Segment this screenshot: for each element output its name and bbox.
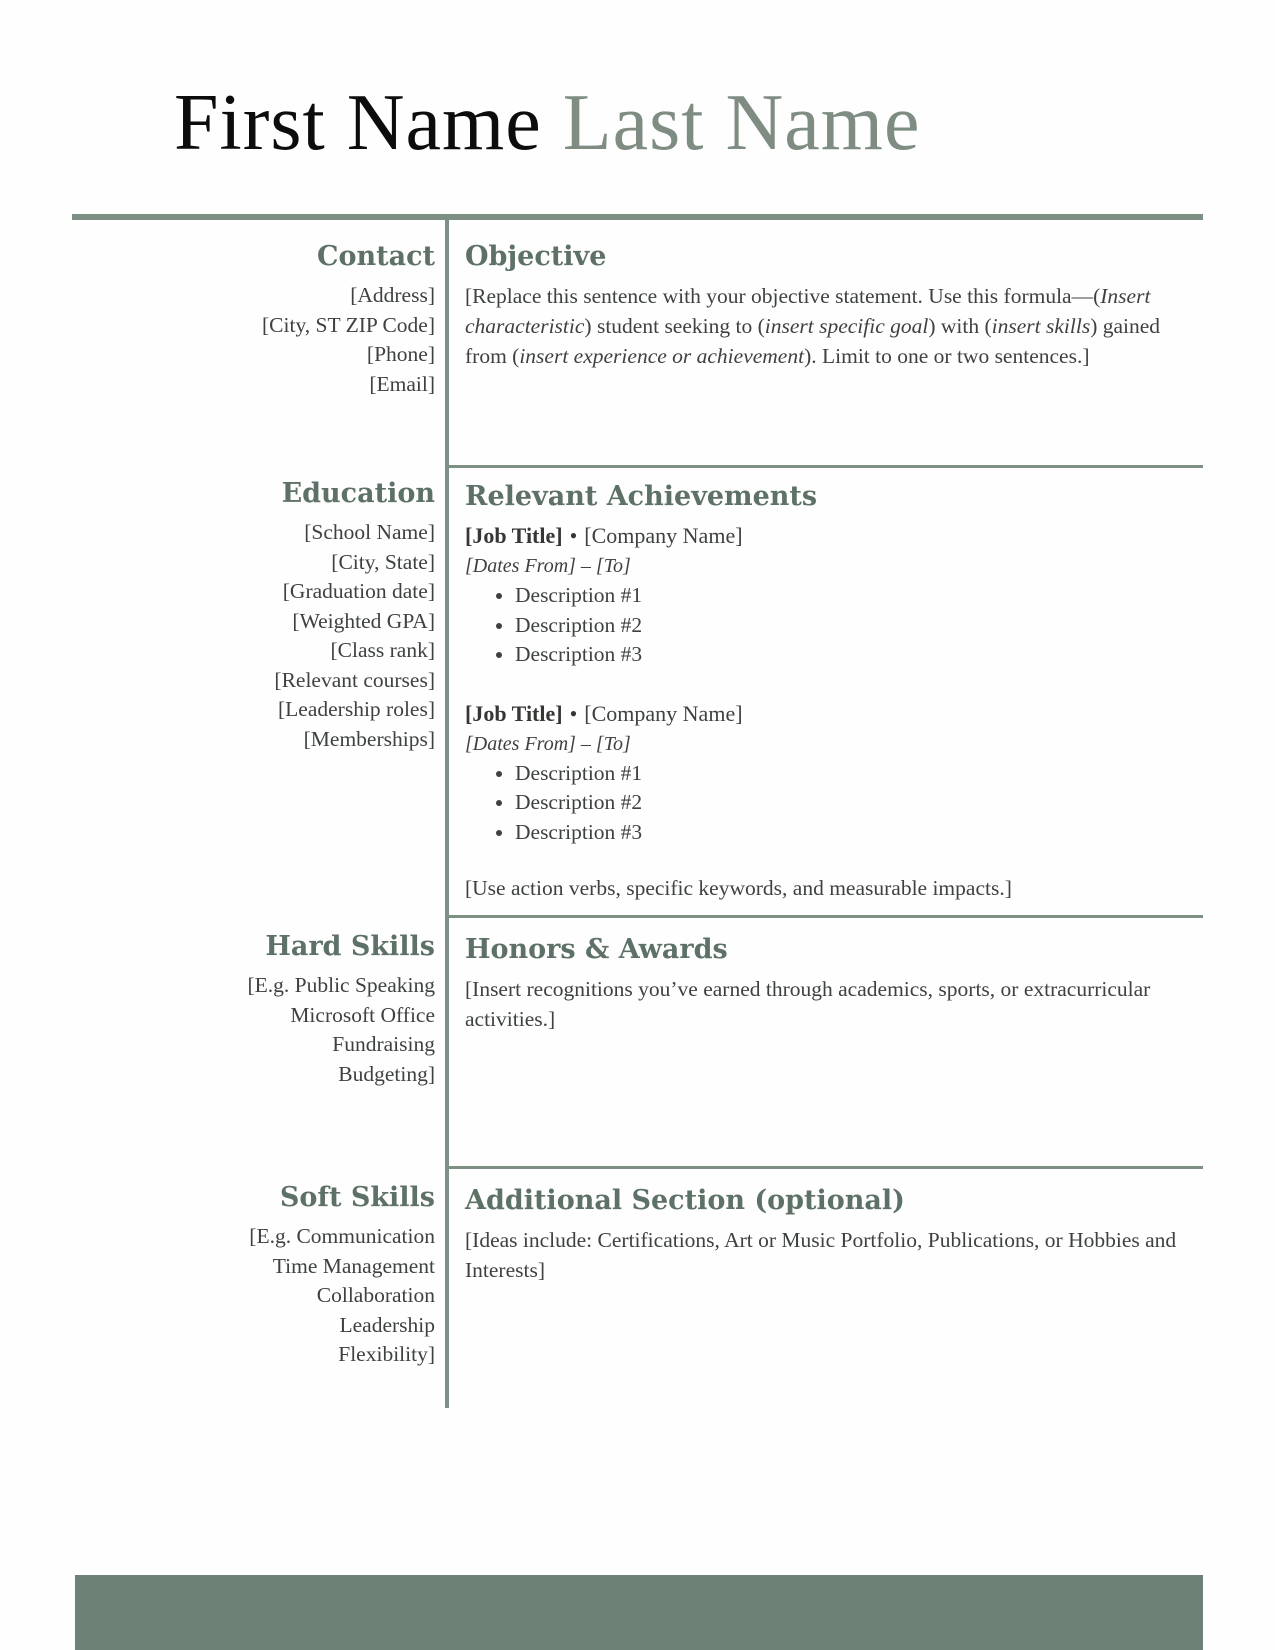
achievements-section [445, 465, 1203, 915]
objective-heading: Objective [465, 241, 607, 272]
footer-accent-bar [75, 1575, 1203, 1650]
objective-text-part: ) with ( [928, 314, 992, 338]
objective-text-part: ) gained from ( [465, 314, 1161, 368]
honors-body: [Insert recognitions you’ve earned through academics, sports, or extracurricular activities.] [465, 977, 1151, 1031]
last-name-text: Last Name [562, 79, 921, 167]
first-name-text: First Name [174, 79, 542, 167]
education-section [72, 465, 445, 915]
education-item: [City, State] [331, 549, 435, 574]
additional-section [445, 1166, 1203, 1408]
column-divider [445, 220, 449, 1408]
content-area [72, 220, 1203, 1408]
hard-skills-heading: Hard Skills [265, 931, 435, 962]
contact-section [72, 220, 445, 465]
contact-city: [City, ST ZIP Code] [262, 312, 435, 337]
objective-section [445, 220, 1203, 465]
job-company: [Company Name] [584, 523, 743, 548]
soft-skill-item: Time Management [272, 1253, 435, 1278]
hard-skill-item: Microsoft Office [290, 1002, 435, 1027]
job-dates: [Dates From] – [To] [465, 732, 631, 755]
hard-skill-item: Fundraising [332, 1032, 435, 1056]
additional-heading: Additional Section (optional) [465, 1185, 905, 1216]
objective-italic-part: insert skills [991, 314, 1091, 338]
additional-body: [Ideas include: Certifications, Art or Music Portfolio, Publications, or Hobbies and Interests] [465, 1228, 1177, 1282]
job-dates: [Dates From] – [To] [465, 555, 631, 577]
job-entry [465, 521, 1177, 670]
achievements-heading: Relevant Achievements [465, 481, 818, 512]
objective-body [465, 281, 1177, 371]
objective-text-part: ). Limit to one or two sentences.] [804, 344, 1090, 368]
soft-skill-item: [E.g. Communication [249, 1224, 435, 1248]
contact-email: [Email] [369, 371, 435, 396]
objective-text-part: ) student seeking to ( [584, 314, 765, 338]
honors-heading: Honors & Awards [465, 934, 728, 965]
soft-skill-item: Flexibility] [338, 1342, 435, 1366]
job-bullet: • Description #2 [515, 611, 1177, 641]
education-item: [Weighted GPA] [292, 608, 435, 633]
job-entry [465, 699, 1177, 848]
job-title-line [465, 521, 1177, 551]
hard-skill-item: [E.g. Public Speaking [247, 973, 435, 997]
bullet-separator: • [569, 700, 578, 726]
contact-heading: Contact [316, 241, 435, 272]
objective-italic-part: Insert characteristic [465, 284, 1151, 338]
hard-skill-item: Budgeting] [338, 1061, 435, 1086]
education-item: [Memberships] [303, 726, 435, 751]
job-title: [Job Title] [465, 700, 563, 726]
contact-phone: [Phone] [366, 342, 435, 366]
job-bullet: • Description #1 [515, 759, 1177, 789]
achievements-footnote: [Use action verbs, specific keywords, and measurable impacts.] [465, 876, 1012, 900]
job-bullet: • Description #1 [515, 581, 1177, 611]
job-bullet-list [465, 581, 1177, 670]
soft-skills-section [72, 1166, 445, 1408]
job-title: [Job Title] [465, 523, 563, 548]
education-item: [Graduation date] [282, 579, 435, 603]
education-heading: Education [281, 478, 435, 509]
education-item: [Leadership roles] [278, 697, 435, 721]
job-bullet: • Description #2 [515, 788, 1177, 818]
job-bullet: • Description #3 [515, 818, 1177, 848]
objective-italic-part: insert experience or achievement [519, 344, 805, 368]
soft-skills-heading: Soft Skills [279, 1182, 435, 1213]
contact-address: [Address] [350, 283, 435, 307]
job-company: [Company Name] [584, 700, 743, 726]
bullet-separator: • [569, 523, 578, 548]
job-bullet-list [465, 759, 1177, 848]
education-item: [Class rank] [330, 638, 435, 662]
row-contact-objective [72, 220, 1203, 465]
education-item: [School Name] [304, 520, 435, 544]
job-bullet: • Description #3 [515, 640, 1177, 670]
row-hardskills-honors [72, 915, 1203, 1166]
hard-skills-section [72, 915, 445, 1166]
objective-text-part: [Replace this sentence with your objective statement. Use this formula—( [465, 284, 1101, 308]
soft-skill-item: Leadership [339, 1312, 435, 1337]
education-item: [Relevant courses] [274, 667, 435, 692]
honors-section [445, 915, 1203, 1166]
row-softskills-additional [72, 1166, 1203, 1408]
row-education-achievements [72, 465, 1203, 915]
page-title [174, 79, 921, 167]
soft-skill-item: Collaboration [316, 1283, 435, 1307]
job-title-line [465, 699, 1177, 729]
objective-italic-part: insert specific goal [764, 314, 929, 338]
